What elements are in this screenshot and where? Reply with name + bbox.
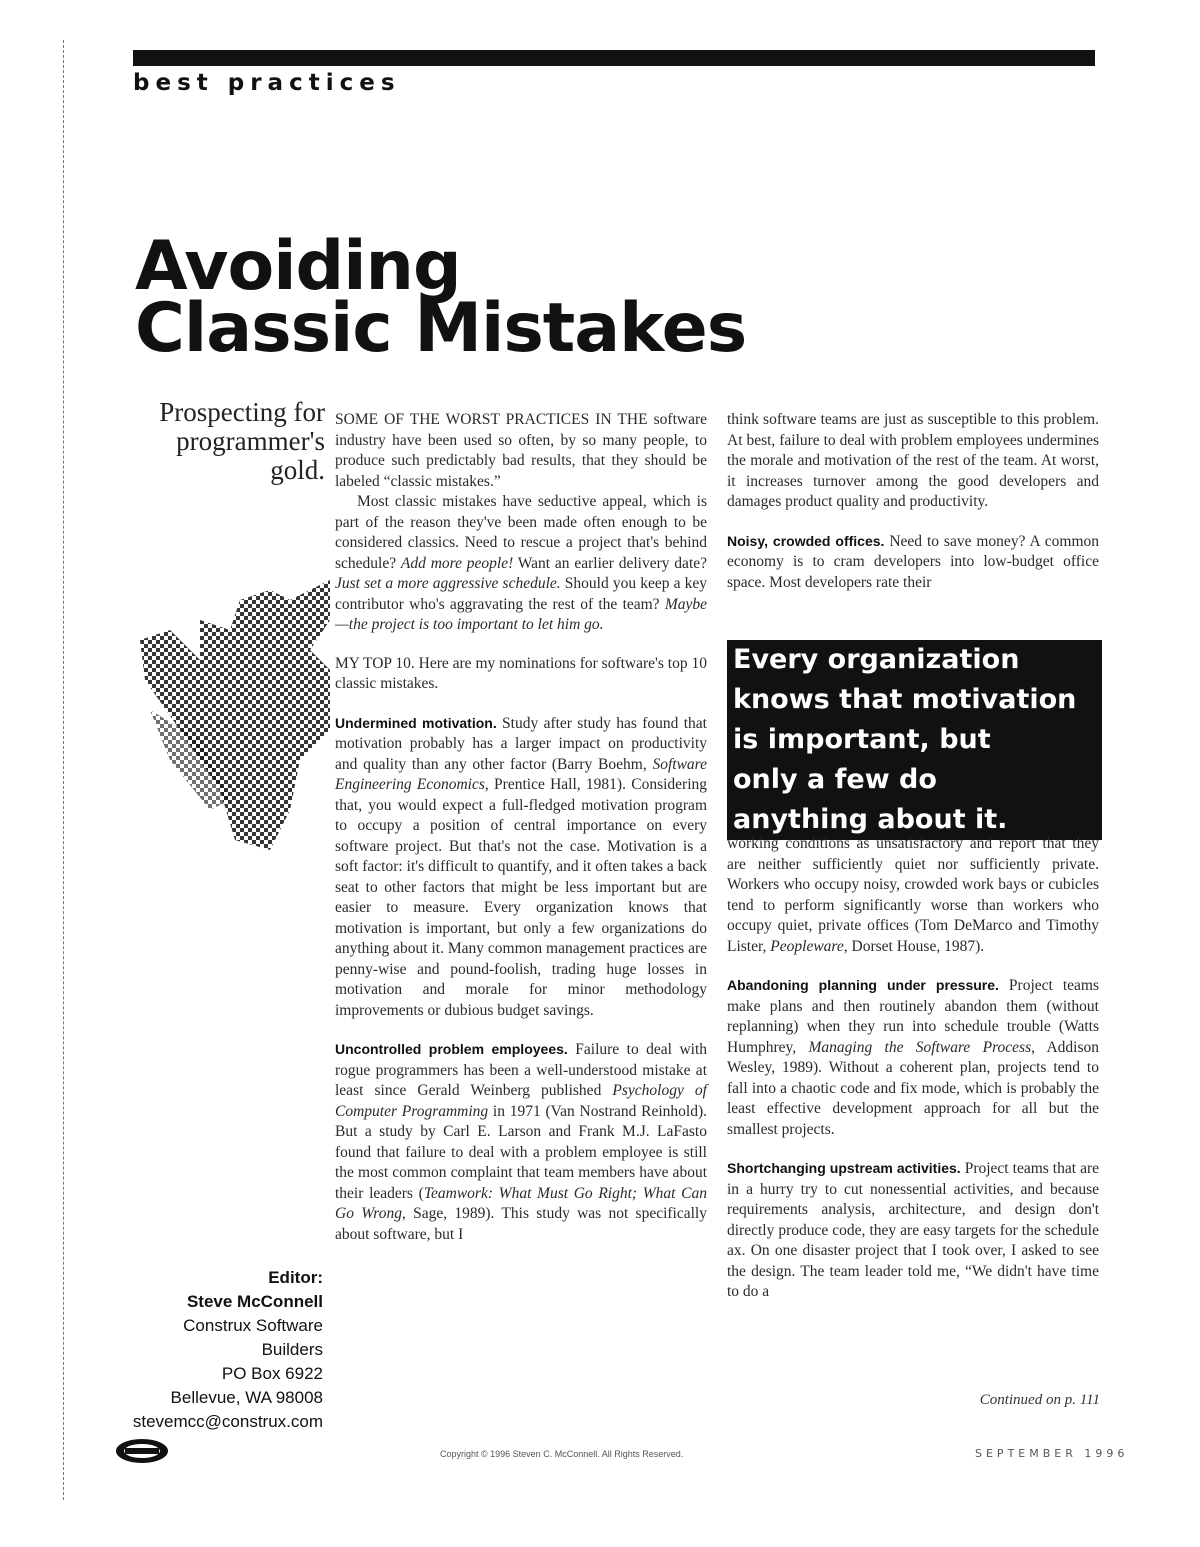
paragraph: Abandoning planning under pressure. Project teams make plans and then routinely abandon them (without replanning) when they run into schedule trouble (Watts Humphrey, Managing the Software Process, Addison Wesley, 1989). Without a coherent plan, projects tend to fall into a chaotic code and fix mode, which is probably the least effective development approach for all but the smallest projects. [727, 977, 1099, 1138]
editor-address-line-2: Bellevue, WA 98008 [170, 1388, 323, 1407]
editor-email[interactable]: stevemcc@construx.com [132, 1412, 323, 1431]
pull-quote [727, 640, 1102, 840]
run-in-heading: Noisy, crowded offices. [727, 532, 885, 549]
run-in-heading: Undermined motivation. [335, 714, 497, 731]
run-in-heading: Shortchanging upstream activities. [727, 1160, 961, 1176]
pull-quote-line: knows that motivation [727, 680, 1102, 720]
page-edge-dashed-line [63, 40, 65, 1500]
headline-line-1: Avoiding [135, 227, 461, 306]
footer-date: SEPTEMBER 1996 [975, 1447, 1129, 1460]
footer-copyright: Copyright © 1996 Steven C. McConnell. All Rights Reserved. [440, 1449, 684, 1459]
editor-address-line-1: PO Box 6922 [221, 1364, 323, 1383]
pull-quote-line: Every organization [727, 640, 1102, 680]
article-column-2-bottom [727, 834, 1099, 1303]
editor-info [120, 1266, 323, 1434]
paragraph: MY TOP 10. Here are my nominations for software's top 10 classic mistakes. [335, 654, 707, 692]
pull-quote-line: only a few do [727, 760, 1102, 800]
editor-label: Editor: [268, 1268, 323, 1287]
hand-illustration-icon [140, 560, 330, 860]
paragraph: working conditions as unsatisfactory and report that they are neither sufficiently quiet nor sufficiently private. Workers who occupy noisy, crowded work bays or cubicles tend to perform significantly worse than workers who occupy quiet, private offices (Tom DeMarco and Timothy Lister, Peopleware, Dorset House, 1987). [727, 835, 1099, 955]
run-in-heading: Uncontrolled problem employees. [335, 1041, 568, 1057]
paragraph: Shortchanging upstream activities. Project teams that are in a hurry try to cut nonessential activities, and because requirements analysis, architecture, and design don't directly produce code, they are easy targets for the schedule ax. On one disaster project that I took over, I asked to see the design. The team leader told me, “We didn't have time to do a [727, 1160, 1099, 1300]
run-in-heading: Abandoning planning under pressure. [727, 977, 999, 993]
editor-name: Steve McConnell [186, 1292, 323, 1311]
intro-paragraph: SOME OF THE WORST PRACTICES IN THE software industry have been used so often, by so many people, to produce such predictably bad results, that they should be labeled “classic mistakes.” [335, 411, 707, 490]
paragraph: Uncontrolled problem employees. Failure to deal with rogue programmers has been a well-understood mistake at least since Gerald Weinberg published Psychology of Computer Programming in 1971 (Van Nostrand Reinhold). But a study by Carl E. Larson and Frank M.J. LaFasto found that failure to deal with a problem employee is still the most common complaint that team members have about their leaders (Teamwork: What Must Go Right; What Can Go Wrong, Sage, 1989). This study was not specifically about software, but I [335, 1041, 708, 1243]
article-deck: Prospecting for programmer's gold. [159, 397, 325, 485]
paragraph: Noisy, crowded offices. Need to save money? A common economy is to cram developers into low-budget office space. Most developers rate their [727, 532, 1099, 591]
pull-quote-line: is important, but [727, 720, 1102, 760]
article-column-2-top [727, 410, 1099, 593]
pull-quote-line: anything about it. [727, 800, 1102, 840]
article-headline [135, 227, 747, 368]
headline-line-2: Classic Mistakes [135, 289, 747, 368]
header-rule-bar [133, 50, 1095, 66]
paragraph: Most classic mistakes have seductive appeal, which is part of the reason they've been made often enough to be considered classics. Need to rescue a project that's behind schedule? Add more people! Want an earlier delivery date? Just set a more aggressive schedule. Should you keep a key contributor who's aggravating the rest of the team? Maybe—the project is too important to let him go. [335, 493, 708, 633]
editor-company: Construx Software Builders [183, 1316, 323, 1359]
paragraph: Undermined motivation. Study after study has found that motivation probably has a larger impact on productivity and quality than any other factor (Barry Boehm, Software Engineering Economics, Prentice Hall, 1981). Considering that, you would expect a full-fledged motivation program to occupy a position of central importance on every software project. But that's not the case. Motivation is a soft factor: it's difficult to quantify, and it often takes a back seat to other factors that might be less important but are easier to measure. Every organization knows that motivation is important, but only a few organizations do anything about it. Many common management practices are penny-wise and pound-foolish, trading huge losses in motivation and morale for minor methodology improvements or dubious budget savings. [335, 714, 707, 1019]
continued-note: Continued on p. 111 [979, 1392, 1100, 1408]
section-label: best practices [133, 70, 401, 96]
paragraph: think software teams are just as susceptible to this problem. At best, failure to deal with problem employees undermines the morale and motivation of the rest of the team. At worst, it increases turnover among the good developers and damages product quality and productivity. [727, 411, 1099, 510]
publisher-logo-icon [115, 1437, 170, 1465]
article-column-1 [335, 410, 707, 1245]
